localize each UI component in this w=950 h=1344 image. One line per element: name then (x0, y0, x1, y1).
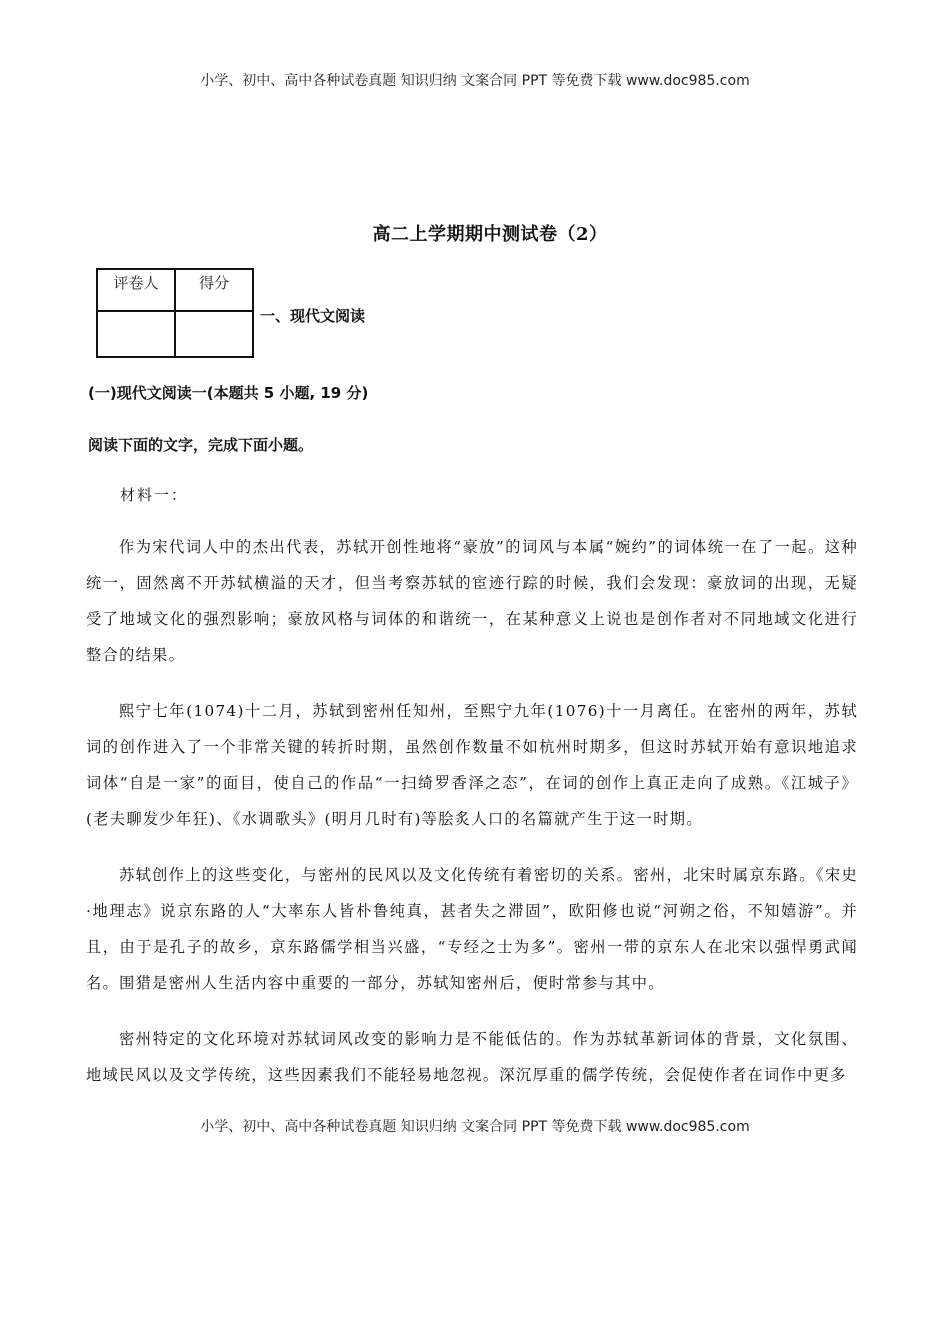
score-cell (175, 311, 253, 357)
paragraph-2: 熙宁七年(1074)十二月，苏轼到密州任知州，至熙宁九年(1076)十一月离任。在密州的两年，苏轼词的创作进入了一个非常关键的转折时期，虽然创作数量不如杭州时期多，但这时苏轼开始有意识地追求词体“自是一家”的面目，使自己的作品“一扫绮罗香泽之态”，在词的创作上真正走向了成熟。《江城子》(老夫聊发少年狂)、《水调歌头》(明月几时有)等脍炙人口的名篇就产生于这一时期。 (86, 702, 858, 828)
paragraph-3: 苏轼创作上的这些变化，与密州的民风以及文化传统有着密切的关系。密州，北宋时属京东路。《宋史·地理志》说京东路的人“大率东人皆朴鲁纯真，甚者失之滞固”，欧阳修也说“河朔之俗，不知嬉游”。并且，由于是孔子的故乡，京东路儒学相当兴盛，“专经之士为多”。密州一带的京东人在北宋以强悍勇武闻名。围猎是密州人生活内容中重要的一部分，苏轼知密州后，便时常参与其中。 (86, 866, 858, 992)
score-table (96, 268, 254, 358)
grader-cell (97, 311, 175, 357)
reading-instruction: 阅读下面的文字，完成下面小题。 (88, 436, 314, 454)
grader-header: 评卷人 (97, 269, 175, 311)
section-heading: 一、现代文阅读 (260, 307, 366, 325)
paragraph-1: 作为宋代词人中的杰出代表，苏轼开创性地将“豪放”的词风与本属“婉约”的词体统一在了一起。这种统一，固然离不开苏轼横溢的天才，但当考察苏轼的宦迹行踪的时候，我们会发现：豪放词的出现，无疑受了地域文化的强烈影响；豪放风格与词体的和谐统一，在某种意义上说也是创作者对不同地域文化进行整合的结果。 (86, 538, 858, 664)
score-header: 得分 (175, 269, 253, 311)
footer-banner: 小学、初中、高中各种试卷真题 知识归纳 文案合同 PPT 等免费下载 www.doc985.com (200, 1119, 750, 1135)
page-title: 高二上学期期中测试卷（2） (372, 224, 608, 245)
score-table-header-row (97, 269, 253, 311)
score-table-value-row (97, 311, 253, 357)
paragraph-4: 密州特定的文化环境对苏轼词风改变的影响力是不能低估的。作为苏轼革新词体的背景，文化氛围、地域民风以及文学传统，这些因素我们不能轻易地忽视。深沉厚重的儒学传统，会促使作者在词作中更多 (86, 1030, 858, 1084)
subsection-heading: (一)现代文阅读一(本题共 5 小题, 19 分) (88, 384, 369, 402)
header-banner: 小学、初中、高中各种试卷真题 知识归纳 文案合同 PPT 等免费下载 www.doc985.com (200, 73, 750, 89)
material-label: 材料一： (120, 486, 189, 504)
